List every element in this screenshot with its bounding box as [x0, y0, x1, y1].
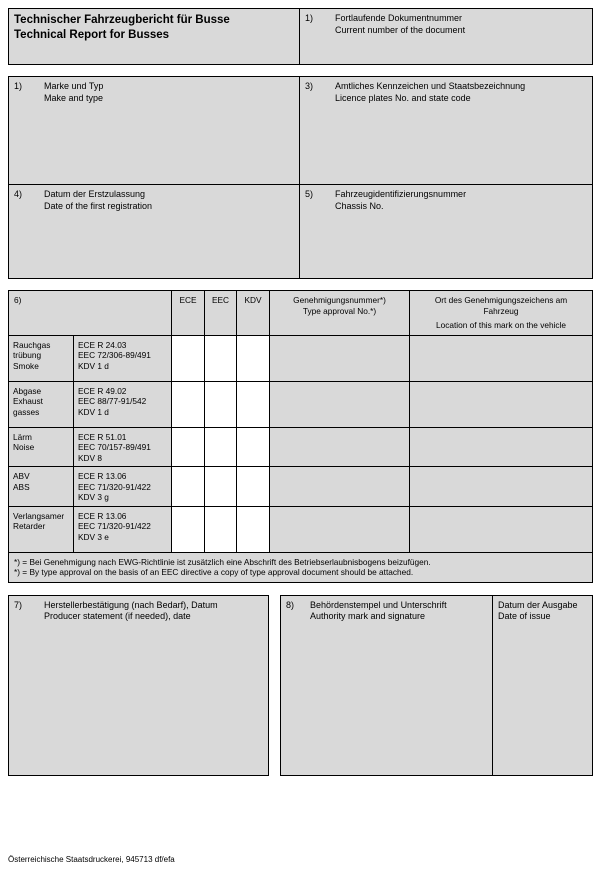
section-number: 6)	[14, 295, 22, 305]
field-label-de: Datum der Ausgabe	[498, 599, 578, 610]
input-location[interactable]	[410, 381, 593, 427]
row-specs-cell	[74, 381, 172, 427]
input-type-approval[interactable]	[270, 467, 410, 507]
input-kdv[interactable]	[237, 381, 270, 427]
spec-ece: ECE R 13.06	[78, 471, 127, 481]
field-label-de: Amtliches Kennzeichen und Staatsbezeichnung	[335, 81, 526, 91]
vehicle-identification-block	[8, 76, 593, 279]
table-row	[9, 427, 593, 467]
row-name-cell	[9, 427, 74, 467]
input-kdv[interactable]	[237, 335, 270, 381]
spec-kdv: KDV 8	[78, 452, 102, 463]
row-name-en: Retarder	[13, 521, 46, 531]
row-specs-cell	[74, 467, 172, 507]
producer-statement-cell[interactable]	[9, 595, 269, 775]
spec-ece: ECE R 51.01	[78, 431, 127, 442]
field-label-de: Behördenstempel und Unterschrift	[310, 599, 447, 610]
field-label-en: Make and type	[44, 92, 104, 103]
spec-kdv: KDV 1 d	[78, 360, 109, 371]
row-name-de: Abgase	[13, 385, 42, 396]
header-location-de2: Fahrzeug	[483, 305, 519, 316]
signature-block	[8, 595, 593, 776]
licence-plate-cell[interactable]	[300, 77, 593, 185]
row-name-cell	[9, 335, 74, 381]
row-name-de2: Exhaust	[13, 396, 43, 406]
input-eec[interactable]	[205, 467, 237, 507]
field-number: 1)	[14, 81, 23, 91]
spec-eec: EEC 71/320-91/422	[78, 481, 151, 492]
field-label-en: Chassis No.	[335, 200, 384, 211]
table-row	[9, 381, 593, 427]
field-label-en: Date of the first registration	[44, 200, 153, 211]
spec-kdv: KDV 3 g	[78, 492, 109, 502]
spec-eec: EEC 72/306-89/491	[78, 350, 151, 360]
input-eec[interactable]	[205, 506, 237, 552]
row-name-en: Smoke	[13, 360, 39, 371]
input-location[interactable]	[410, 335, 593, 381]
field-number: 5)	[305, 189, 314, 199]
input-ece[interactable]	[172, 467, 205, 507]
spec-ece: ECE R 49.02	[78, 385, 127, 396]
field-label-en: Date of issue	[498, 611, 551, 621]
header-type-approval-de: Genehmigungsnummer*)	[293, 295, 386, 305]
field-number: 4)	[14, 189, 23, 199]
field-label-de: Fortlaufende Dokumentnummer	[335, 13, 463, 23]
date-of-issue-cell[interactable]	[493, 595, 593, 775]
input-location[interactable]	[410, 467, 593, 507]
input-eec[interactable]	[205, 335, 237, 381]
field-label-en: Producer statement (if needed), date	[44, 611, 191, 621]
input-ece[interactable]	[172, 506, 205, 552]
field-label-en: Licence plates No. and state code	[335, 92, 471, 103]
row-name-de: Verlangsamer	[13, 510, 65, 521]
input-type-approval[interactable]	[270, 427, 410, 467]
spacer	[8, 65, 592, 76]
spacer	[8, 279, 592, 290]
input-kdv[interactable]	[237, 506, 270, 552]
footnote-row	[9, 552, 593, 582]
field-number: 8)	[286, 599, 295, 610]
input-ece[interactable]	[172, 335, 205, 381]
row-name-de: Lärm	[13, 431, 32, 442]
input-location[interactable]	[410, 427, 593, 467]
title-en: Technical Report for Busses	[14, 29, 170, 41]
footnote-cell	[9, 552, 593, 582]
header-kdv: KDV	[237, 291, 270, 336]
input-kdv[interactable]	[237, 427, 270, 467]
row-name-en: gasses	[13, 406, 40, 417]
title-de: Technischer Fahrzeugbericht für Busse	[14, 14, 230, 26]
first-registration-cell[interactable]	[9, 185, 300, 279]
header-location	[410, 291, 593, 336]
row-name-de: ABV	[13, 471, 30, 481]
row-name-en: Noise	[13, 442, 35, 452]
spec-kdv: KDV 3 e	[78, 531, 109, 542]
header-eec: EEC	[205, 291, 237, 336]
row-name-cell	[9, 381, 74, 427]
title-block	[8, 8, 593, 65]
input-eec[interactable]	[205, 381, 237, 427]
field-label-en: Authority mark and signature	[310, 611, 426, 621]
title-cell	[9, 9, 300, 65]
row-name-en: ABS	[13, 481, 30, 492]
field-number: 7)	[14, 599, 23, 610]
input-kdv[interactable]	[237, 467, 270, 507]
header-ece: ECE	[172, 291, 205, 336]
input-ece[interactable]	[172, 427, 205, 467]
spec-ece: ECE R 13.06	[78, 510, 127, 521]
approval-table-header-row	[9, 291, 593, 336]
row-specs-cell	[74, 506, 172, 552]
field-label-de: Marke und Typ	[44, 81, 104, 91]
make-type-cell[interactable]	[9, 77, 300, 185]
table-row	[9, 506, 593, 552]
header-location-de: Ort des Genehmigungszeichens am	[434, 295, 568, 305]
input-location[interactable]	[410, 506, 593, 552]
input-type-approval[interactable]	[270, 335, 410, 381]
header-type-approval	[270, 291, 410, 336]
row-name-cell	[9, 467, 74, 507]
table-row	[9, 467, 593, 507]
spec-ece: ECE R 24.03	[78, 339, 127, 350]
row-specs-cell	[74, 335, 172, 381]
row-name-cell	[9, 506, 74, 552]
row-specs-cell	[74, 427, 172, 467]
field-number: 3)	[305, 81, 314, 91]
doc-number-cell[interactable]	[300, 9, 593, 65]
field-label-de: Fahrzeugidentifizierungsnummer	[335, 189, 467, 199]
colophon: Österreichische Staatsdruckerei, 945713 df/efa	[8, 855, 175, 864]
spec-eec: EEC 88/77-91/542	[78, 396, 147, 406]
spec-eec: EEC 70/157-89/491	[78, 442, 151, 452]
chassis-no-cell[interactable]	[300, 185, 593, 279]
header-location-en: Location of this mark on the vehicle	[435, 320, 567, 330]
approval-table	[8, 290, 593, 583]
row-name-de: Rauchgas	[13, 339, 51, 350]
spacer	[8, 583, 592, 595]
field-label-en: Current number of the document	[335, 24, 466, 35]
header-type-approval-en: Type approval No.*)	[302, 305, 377, 316]
footnote-en: *) = By type approval on the basis of an EEC directive a copy of type approval document should be attached.	[14, 567, 414, 577]
footnote-de: *) = Bei Genehmigung nach EWG-Richtlinie ist zusätzlich eine Abschrift des Betriebserlaubnisbogens beizufügen.	[14, 556, 431, 567]
table-row	[9, 335, 593, 381]
field-number: 1)	[305, 13, 314, 23]
block-divider	[269, 595, 281, 775]
field-label-de: Datum der Erstzulassung	[44, 189, 146, 199]
input-ece[interactable]	[172, 381, 205, 427]
input-type-approval[interactable]	[270, 381, 410, 427]
field-label-de: Herstellerbestätigung (nach Bedarf), Datum	[44, 599, 218, 610]
section-number-cell	[9, 291, 172, 336]
spec-kdv: KDV 1 d	[78, 406, 109, 417]
row-name-de2: trübung	[13, 350, 42, 360]
input-type-approval[interactable]	[270, 506, 410, 552]
input-eec[interactable]	[205, 427, 237, 467]
authority-mark-cell[interactable]	[281, 595, 493, 775]
spec-eec: EEC 71/320-91/422	[78, 521, 151, 531]
